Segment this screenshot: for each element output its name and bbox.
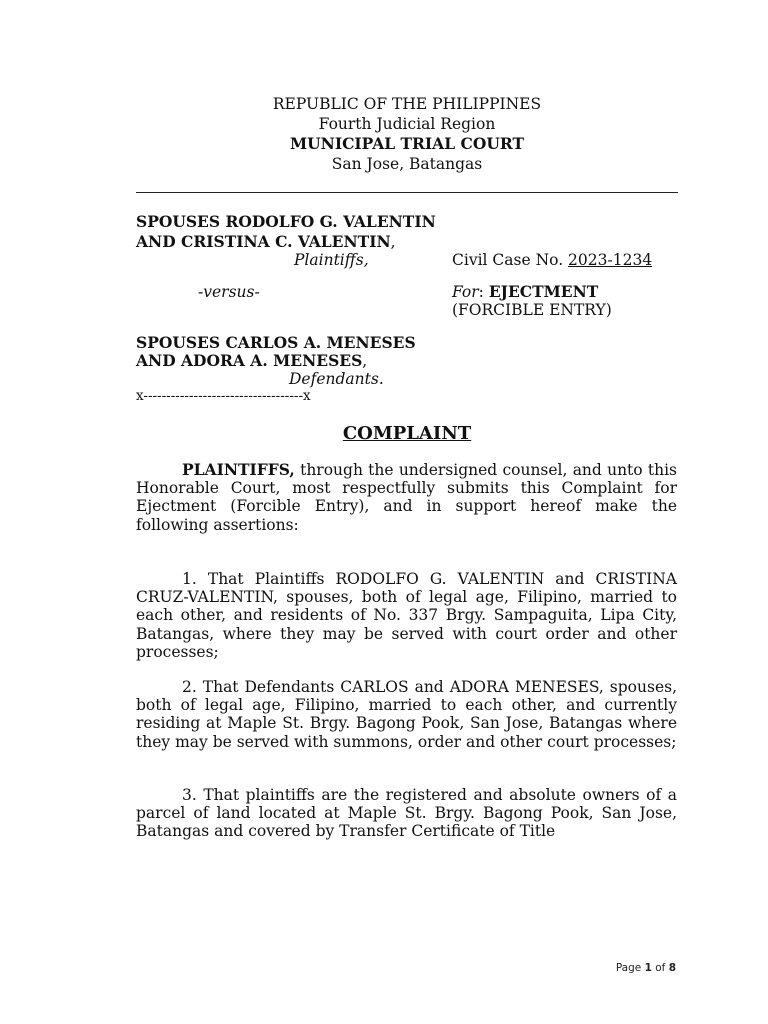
- for-colon: :: [478, 283, 489, 301]
- for-label: For: [452, 283, 479, 301]
- paragraph-3: 3. That plaintiffs are the registered and absolute owners of a parcel of land located at Maple St. Brgy. Bagong Pook, San Jose, Batangas and covered by Transfer Certificate of Title: [136, 786, 677, 841]
- case-no-label: Civil Case No.: [452, 251, 569, 269]
- page-of-label: of: [651, 962, 669, 974]
- case-no-value: 2023-1234: [568, 251, 653, 269]
- civil-case-number: [452, 250, 652, 270]
- plaintiff-name-comma: ,: [390, 233, 396, 251]
- page-total: 8: [668, 962, 676, 974]
- intro-paragraph: [136, 461, 677, 534]
- defendant-name-line2: [136, 351, 367, 371]
- page-label: Page: [615, 962, 645, 974]
- paragraph-2: 2. That Defendants CARLOS and ADORA MENESES, spouses, both of legal age, Filipino, married to each other, and currently residing at Maple St. Brgy. Bagong Pook, San Jose, Batangas where they may be served with summons, order and other court processes;: [136, 678, 677, 751]
- defendant-name-comma: ,: [362, 352, 368, 370]
- court-header: [136, 94, 678, 174]
- header-divider-line: [136, 192, 678, 193]
- header-region: Fourth Judicial Region: [318, 115, 496, 133]
- defendant-role: Defendants.: [289, 370, 384, 388]
- versus-label: -versus-: [198, 283, 260, 301]
- plaintiff-name-line2: [136, 232, 396, 252]
- paragraph-1: 1. That Plaintiffs RODOLFO G. VALENTIN and CRISTINA CRUZ-VALENTIN, spouses, both of legal age, Filipino, married to each other, and residents of No. 337 Brgy. Sampaguita, Lipa City, Batangas, where they may be served with court order and other processes;: [136, 570, 677, 661]
- header-location: San Jose, Batangas: [331, 155, 483, 173]
- page-current: 1: [644, 962, 652, 974]
- for-value: EJECTMENT: [488, 282, 599, 301]
- plaintiff-name-line1: SPOUSES RODOLFO G. VALENTIN: [136, 212, 436, 231]
- intro-text: through the undersigned counsel, and unto this Honorable Court, most respectfully submits this Complaint for Ejectment (Forcible Entry), and in support hereof make the following assertions:: [136, 461, 677, 534]
- defendant-name-line1: SPOUSES CARLOS A. MENESES: [136, 333, 416, 352]
- document-title: COMPLAINT: [342, 423, 472, 444]
- page-footer: [616, 962, 676, 974]
- defendant-name-line2-text: AND ADORA A. MENESES: [136, 351, 363, 370]
- case-nature: [452, 282, 598, 302]
- caption-divider: x-----------------------------------x: [136, 388, 311, 404]
- plaintiff-name-line2-text: AND CRISTINA C. VALENTIN: [136, 232, 391, 251]
- case-nature-sub: (FORCIBLE ENTRY): [452, 301, 612, 319]
- header-republic: REPUBLIC OF THE PHILIPPINES: [272, 95, 542, 113]
- header-court: MUNICIPAL TRIAL COURT: [289, 134, 524, 153]
- intro-lead: PLAINTIFFS,: [182, 460, 295, 479]
- plaintiff-role: Plaintiffs,: [294, 251, 369, 269]
